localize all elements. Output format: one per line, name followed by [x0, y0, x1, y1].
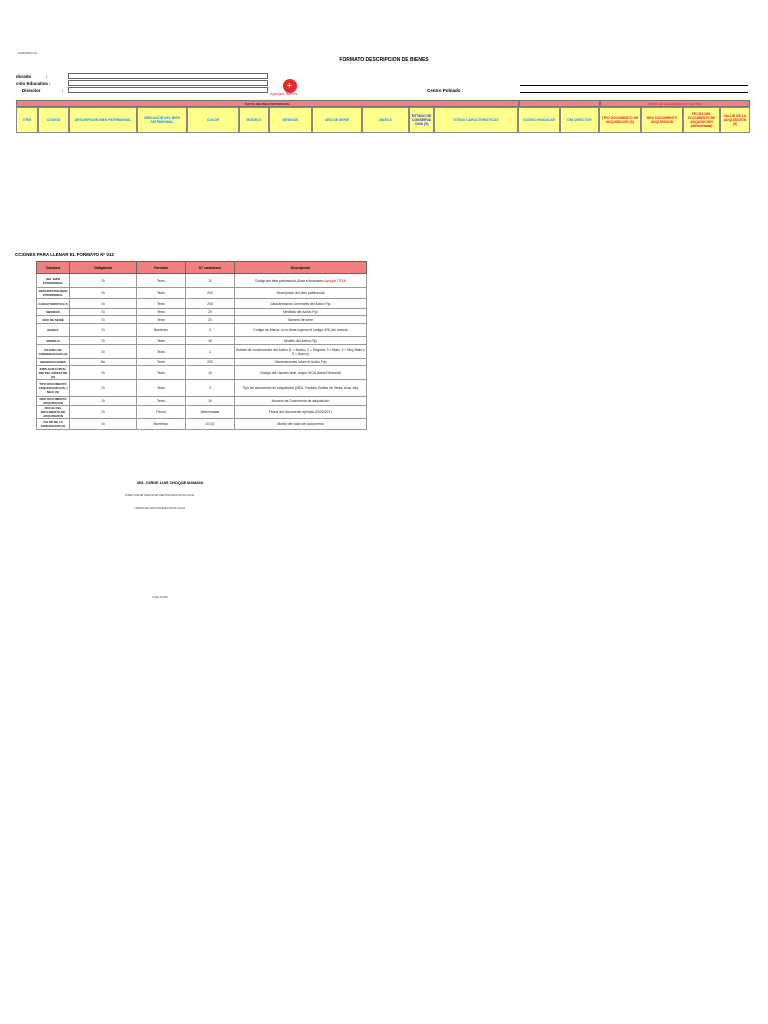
instr-obligatorio: [70, 316, 137, 324]
instr-caracteres-text: 3: [209, 386, 211, 390]
instr-descripcion-text: Características Generales del Activo Fijo: [269, 301, 332, 306]
instr-descripcion-text: Fecha del documento ejemplo 02/03/2017: [268, 410, 333, 414]
instr-col-name-text: TIPO DOCUMENTO ADQUISICION (OS o NEA) (S): [38, 382, 68, 394]
instr-col-name: [37, 397, 70, 406]
document-title: FORMATO DESCRIPCION DE BIENES: [339, 57, 429, 63]
instr-obligatorio-text: Si: [101, 291, 105, 295]
instr-formato-text: Fecha: [156, 410, 166, 414]
instr-descripcion: [235, 274, 367, 288]
instr-col-name: [37, 316, 70, 324]
group-bien-patrimonial: DATOS DEL BIEN PATRIMONIAL: [16, 100, 519, 107]
instruction-row: [37, 380, 367, 397]
instr-caracteres: [186, 380, 235, 397]
instr-obligatorio: [70, 299, 137, 309]
instr-descripcion-text: Código de Marca, si no tiene ingrese el código 326 (sin marca): [253, 328, 348, 332]
col-item: ITEM: [16, 107, 38, 133]
instr-descripcion: [235, 419, 367, 430]
instr-caracteres-text: 200: [207, 291, 213, 295]
instr-descripcion-text: Medidas del Activo Fijo: [283, 310, 318, 314]
instr-caracteres: [186, 309, 235, 316]
instr-formato: [137, 274, 186, 288]
field-1-input[interactable]: [68, 73, 268, 79]
instr-obligatorio-text: Si: [101, 338, 105, 343]
instr-obligatorio: [70, 288, 137, 299]
col-ubicacion: UBICACION DEL BIEN PATRIMONIAL: [137, 107, 187, 133]
col-nro-doc: NRO DOCUMENTO ADQUISICION: [641, 107, 683, 133]
instr-caracteres: [186, 299, 235, 309]
instr-caracteres-text: 20: [208, 310, 212, 314]
instr-descripcion: [235, 309, 367, 316]
instr-caracteres-text: 10: [208, 370, 212, 375]
signature-bottom: UGEL PUNO: [152, 596, 168, 599]
instr-descripcion: [235, 316, 367, 324]
instr-formato-text: Texto: [156, 386, 166, 390]
instr-col-name: [37, 366, 70, 380]
col-valor: VALOR DE LA ADQUISICION (S): [720, 107, 750, 133]
field-2-input[interactable]: [68, 80, 268, 86]
instr-header-formato: Formato: [137, 262, 186, 274]
col-modelo: MODELO: [239, 107, 269, 133]
instr-formato-text: Numérico: [153, 328, 169, 332]
signature-title-1: DIRECTOR DE UNIDAD DE GESTION EDUCATIVA LOCAL: [125, 494, 195, 497]
instr-obligatorio-text: Si: [101, 410, 105, 414]
instr-caracteres: [186, 419, 235, 430]
instr-col-name-text: MARCA: [47, 328, 59, 332]
instr-obligatorio-text: Si: [101, 422, 105, 426]
col-dni-director: DNI DIRECTOR: [560, 107, 599, 133]
instructions-title: CCIONES PARA LLENAR EL FORMATO N° 012: [15, 252, 115, 257]
instr-col-name-text: DEL BIEN PATRIMONIAL: [42, 276, 64, 285]
instr-caracteres-text: 40: [208, 338, 212, 343]
instr-col-name-text: MODELO: [46, 338, 60, 343]
instr-descripcion-text: Descripción del bien patrimonial: [276, 291, 325, 295]
instr-descripcion-text: Tipo de documento de adquisición (NEA, Factura, Boleta de Venta, Acta, etc): [242, 386, 359, 390]
instr-formato-text: Texto: [156, 278, 166, 283]
instr-obligatorio: [70, 397, 137, 406]
instr-formato: [137, 359, 186, 366]
instr-caracteres-text: 10: [208, 399, 212, 403]
col-ano-serie: AÑO DE SERIE: [312, 107, 362, 133]
instr-obligatorio: [70, 309, 137, 316]
instr-caracteres-text: dd/mm/aaaa: [200, 410, 220, 414]
instr-obligatorio-text: Si: [101, 386, 105, 390]
instr-col-name: [37, 345, 70, 359]
instruction-row: [37, 288, 367, 299]
instr-header-columna: Columna: [37, 262, 70, 274]
centro-poblado-label: Centro Poblado :: [427, 88, 464, 93]
col-estado: ESTADO DE CONSERVA CION (S): [409, 107, 434, 133]
field-1-label: dorado: [16, 74, 32, 79]
instr-caracteres-text: 10 (2): [205, 422, 215, 426]
instr-caracteres: [186, 366, 235, 380]
instr-formato: [137, 397, 186, 406]
instr-formato: [137, 309, 186, 316]
instr-formato-text: Texto: [156, 349, 166, 354]
instr-formato-text: Texto: [156, 310, 166, 314]
instr-obligatorio: [70, 337, 137, 345]
instr-formato-text: Texto: [156, 317, 166, 322]
instruction-row: [37, 419, 367, 430]
instr-caracteres: [186, 274, 235, 288]
instr-col-name: [37, 274, 70, 288]
instr-col-name: [37, 299, 70, 309]
instr-formato: [137, 316, 186, 324]
instr-descripcion: [235, 366, 367, 380]
instr-obligatorio-text: Si: [101, 278, 105, 283]
instr-formato-text: Numérico: [153, 422, 169, 426]
instr-formato: [137, 299, 186, 309]
instr-descripcion-highlight: Agregar ITEM): [324, 278, 347, 283]
instr-formato: [137, 419, 186, 430]
instr-descripcion-text: Código del bien patrimonial (Usar el buscador: [254, 278, 324, 283]
instructions-table: [36, 261, 367, 430]
col-medidas: MEDIDAS: [269, 107, 312, 133]
instr-col-name: [37, 359, 70, 366]
field-1-colon: :: [46, 74, 48, 79]
field-3-colon: :: [62, 88, 64, 93]
col-color: COLOR: [187, 107, 239, 133]
instr-descripcion: [235, 406, 367, 419]
instr-obligatorio-text: Si: [101, 399, 105, 403]
col-codigo: CODIGO: [38, 107, 69, 133]
instruction-row: [37, 406, 367, 419]
instr-formato: [137, 337, 186, 345]
col-descripcion: DESCRIPCION BIEN PATRIMONIAL: [69, 107, 137, 133]
instr-header-caracteres: N° caracteres: [186, 262, 235, 274]
instr-caracteres-text: 3: [209, 328, 211, 332]
instruction-row: [37, 337, 367, 345]
instr-obligatorio-text: Si: [101, 301, 105, 306]
instr-col-name: [37, 309, 70, 316]
instr-formato-text: Texto: [156, 338, 166, 343]
instr-formato-text: Texto: [156, 301, 166, 306]
instr-col-name: [37, 288, 70, 299]
instr-obligatorio: [70, 406, 137, 419]
instr-descripcion: [235, 299, 367, 309]
instr-obligatorio: [70, 345, 137, 359]
instr-obligatorio-text: Si: [101, 310, 105, 314]
instr-descripcion-text: Numero de Documento de adquisición: [271, 399, 330, 403]
instr-col-name-text: VALOR DE LA ADQUISICION (S): [40, 420, 66, 428]
instr-obligatorio-text: No: [100, 360, 106, 364]
instr-descripcion-text: Código del Usuario final, según SIGA (tabla Personal): [260, 370, 341, 375]
instr-caracteres: [186, 337, 235, 345]
instr-descripcion: [235, 345, 367, 359]
instr-col-name: [37, 419, 70, 430]
col-fecha-doc: FECHA DEL DOCUMENTO DE ADQUISICION (dd/mm/aaaa): [683, 107, 720, 133]
instr-descripcion-text: Estado de conservación del Activo (1 = Nuevo, 2 = Regular, 3 = Malo, 4 = Muy Malo o 5 = Nuevo): [236, 347, 365, 356]
instr-obligatorio-text: Si: [101, 328, 105, 332]
instr-col-name-text: NRO DOCUMENTO ADQUISICION: [39, 397, 67, 405]
instr-caracteres-text: 1: [209, 349, 211, 354]
instr-obligatorio-text: Si: [101, 317, 105, 322]
signature-title-2: UNIDAD DE GESTION EDUCATIVA LOCAL: [134, 507, 186, 510]
instr-caracteres-text: 12: [208, 278, 212, 283]
instruction-row: [37, 324, 367, 337]
instr-caracteres: [186, 345, 235, 359]
instr-formato-text: Texto: [156, 291, 166, 295]
instr-formato: [137, 345, 186, 359]
instruction-row: [37, 366, 367, 380]
instr-caracteres: [186, 324, 235, 337]
instr-caracteres-text: 200: [207, 360, 213, 364]
instruction-row: [37, 359, 367, 366]
instr-descripcion-text: Monto del valor del documento: [277, 422, 324, 426]
group-adquisicion: DATOS DE LA ADQUISICION DEL BIEN: [600, 100, 750, 107]
group-spacer: [519, 100, 600, 107]
instr-obligatorio: [70, 359, 137, 366]
instr-caracteres: [186, 359, 235, 366]
col-otras: OTRAS CARACTERISTICAS: [434, 107, 518, 133]
instr-formato: [137, 406, 186, 419]
instr-descripcion-text: Observaciones sobre el Activo Fijo: [274, 360, 327, 364]
main-table-header: [16, 107, 750, 133]
instr-caracteres: [186, 316, 235, 324]
add-goods-logo-icon[interactable]: +: [283, 79, 297, 93]
col-codigo-modular: CODIGO MODULAR: [518, 107, 560, 133]
instr-caracteres: [186, 406, 235, 419]
field-3-input[interactable]: [68, 87, 268, 93]
instr-caracteres: [186, 397, 235, 406]
instr-obligatorio: [70, 366, 137, 380]
instruction-row: [37, 397, 367, 406]
instr-col-name: [37, 380, 70, 397]
instr-col-name-text: MEDIDAS: [46, 310, 60, 314]
instr-obligatorio-text: Si: [101, 370, 105, 375]
col-tipo-doc: TIPO DOCUMENTO DE ADQUISICION (S): [599, 107, 641, 133]
centro-poblado-input[interactable]: [520, 92, 748, 93]
instr-obligatorio: [70, 274, 137, 288]
instr-obligatorio: [70, 419, 137, 430]
instruction-row: [37, 345, 367, 359]
instr-col-name: [37, 337, 70, 345]
instr-obligatorio: [70, 380, 137, 397]
instr-caracteres-text: 20: [208, 317, 212, 322]
instr-descripcion: [235, 380, 367, 397]
instr-col-name-text: FECHA DEL DOCUMENTO DE ADQUISICION: [40, 406, 66, 418]
instr-obligatorio: [70, 324, 137, 337]
instr-formato: [137, 380, 186, 397]
instr-col-name-text: ESTADO DE CONSERVACION (S): [38, 347, 68, 356]
instr-col-name: [37, 406, 70, 419]
instr-col-name: [37, 324, 70, 337]
instruction-row: [37, 274, 367, 288]
instr-descripcion: [235, 288, 367, 299]
instr-header-obligatorio: Obligatorio: [70, 262, 137, 274]
instructions-header-row: [37, 262, 367, 274]
instr-formato-text: Texto: [156, 370, 166, 375]
instr-col-name-text: AÑO DE SERIE: [42, 317, 64, 322]
instr-descripcion: [235, 324, 367, 337]
instr-descripcion-text: Numero de serie: [287, 317, 314, 322]
instr-formato-text: Texto: [156, 360, 166, 364]
instr-col-name-text: OBSERVACIONES: [39, 360, 67, 364]
instr-header-descripcion: Descripción: [235, 262, 367, 274]
instr-formato: [137, 324, 186, 337]
instr-descripcion: [235, 337, 367, 345]
add-goods-logo-text[interactable]: Agregar Bienes: [270, 91, 298, 96]
field-3-label: Direcitor: [22, 88, 41, 93]
instruction-row: [37, 299, 367, 309]
instr-formato-text: Texto: [156, 399, 166, 403]
instr-col-name-text: DESCRIPCION BIEN PATRIMONIAL: [38, 289, 68, 297]
instr-formato: [137, 366, 186, 380]
field-2-label: ción Educativa :: [16, 81, 51, 86]
instruction-row: [37, 316, 367, 324]
instr-descripcion: [235, 359, 367, 366]
instr-obligatorio-text: Si: [101, 349, 105, 354]
centro-line-1: [520, 85, 748, 86]
instruction-row: [37, 309, 367, 316]
instr-caracteres: [186, 288, 235, 299]
instr-col-name-text: EMPLEADO FINAL DNI DEL DIRECTOR (S): [38, 366, 68, 379]
instr-caracteres-text: 200: [207, 301, 213, 306]
col-marca: MARCA: [362, 107, 409, 133]
document-code: FORMATO 12: [18, 51, 37, 55]
instr-descripcion: [235, 397, 367, 406]
instr-descripcion-text: Modelo del Activo Fijo: [284, 338, 317, 343]
instr-col-name-text: CARACTERISTICA S: [38, 301, 68, 306]
signature-name: MG. JORGE LUIS CHOQUE MAMANI: [137, 481, 203, 485]
instr-formato: [137, 288, 186, 299]
